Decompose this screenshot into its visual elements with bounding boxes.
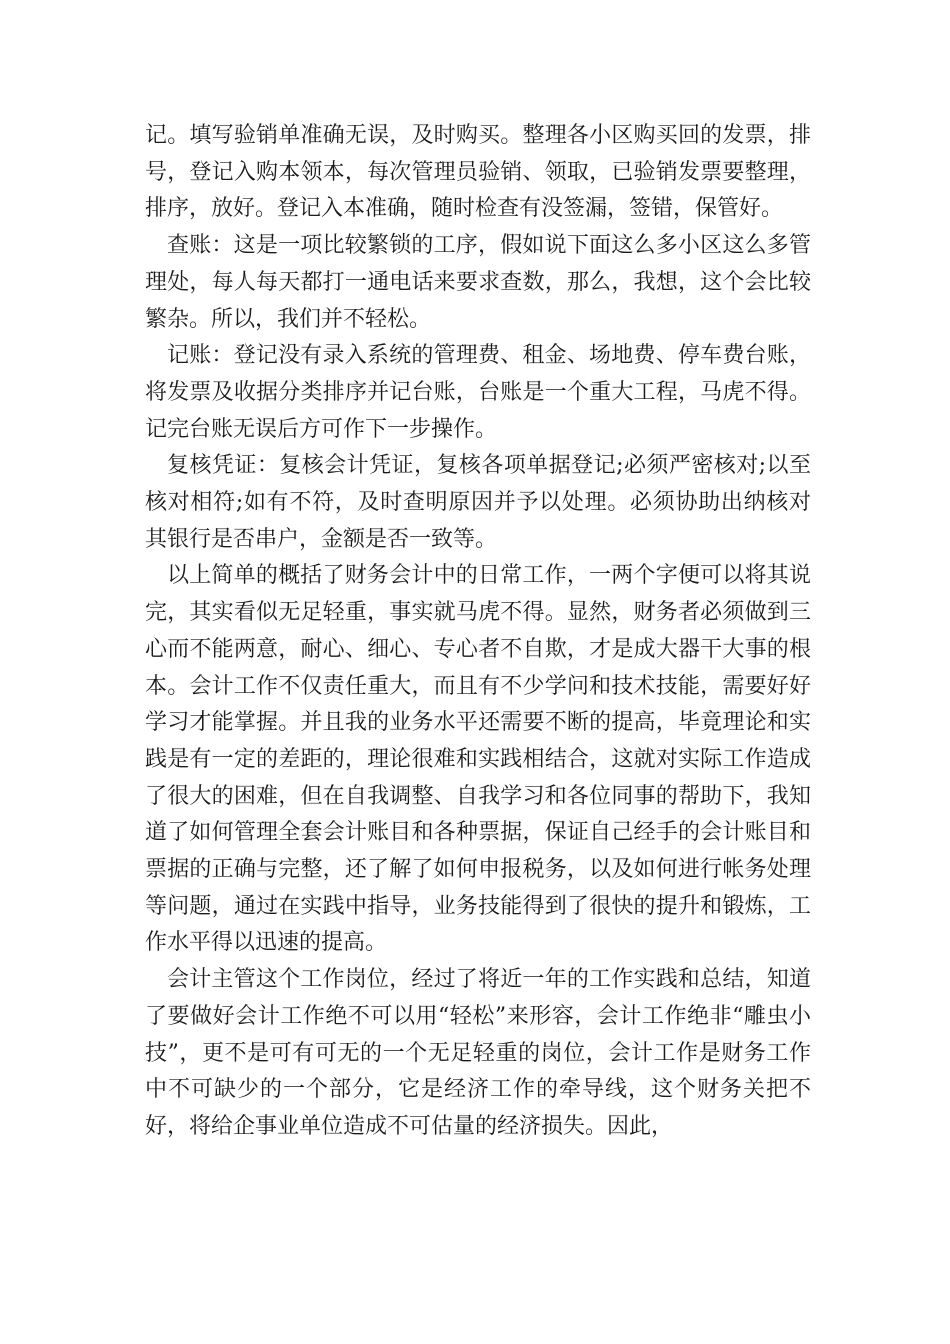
paragraph-account-checking: 查账：这是一项比较繁锁的工序，假如说下面这么多小区这么多管理处，每人每天都打一通电话来要求查数，那么，我想，这个会比较繁杂。所以，我们并不轻松。 <box>145 233 811 332</box>
paragraph-daily-work-summary: 以上简单的概括了财务会计中的日常工作，一两个字便可以将其说完，其实看似无足轻重，事实就马虎不得。显然，财务者必须做到三心而不能两意，耐心、细心、专心者不自欺，才是成大器干大事的根本。会计工作不仅责任重大，而且有不少学问和技术技能，需要好好学习才能掌握。并且我的业务水平还需要不断的提高，毕竟理论和实践是有一定的差距的，理论很难和实践相结合，这就对实际工作造成了很大的困难，但在自我调整、自我学习和各位同事的帮助下，我知道了如何管理全套会计账目和各种票据，保证自己经手的会计账目和票据的正确与完整，还了解了如何申报税务，以及如何进行帐务处理等问题，通过在实践中指导，业务技能得到了很快的提升和锻炼，工作水平得以迅速的提高。 <box>145 563 811 956</box>
document-body <box>145 118 811 1146</box>
paragraph-voucher-review: 复核凭证：复核会计凭证，复核各项单据登记;必须严密核对;以至核对相符;如有不符，及时查明原因并予以处理。必须协助出纳核对其银行是否串户，金额是否一致等。 <box>145 453 811 552</box>
paragraph-invoice-registration: 记。填写验销单准确无误，及时购买。整理各小区购买回的发票，排号，登记入购本领本，每次管理员验销、领取，已验销发票要整理，排序，放好。登记入本准确，随时检查有没签漏，签错，保管好。 <box>145 123 811 222</box>
paragraph-accounting-supervisor: 会计主管这个工作岗位，经过了将近一年的工作实践和总结，知道了要做好会计工作绝不可以用“轻松”来形容，会计工作绝非“雕虫小技”，更不是可有可无的一个无足轻重的岗位，会计工作是财务工作中不可缺少的一个部分，它是经济工作的牵导线，这个财务关把不好，将给企事业单位造成不可估量的经济损失。因此， <box>145 967 811 1139</box>
paragraph-bookkeeping: 记账：登记没有录入系统的管理费、租金、场地费、停车费台账，将发票及收据分类排序并记台账，台账是一个重大工程，马虎不得。记完台账无误后方可作下一步操作。 <box>145 343 811 442</box>
